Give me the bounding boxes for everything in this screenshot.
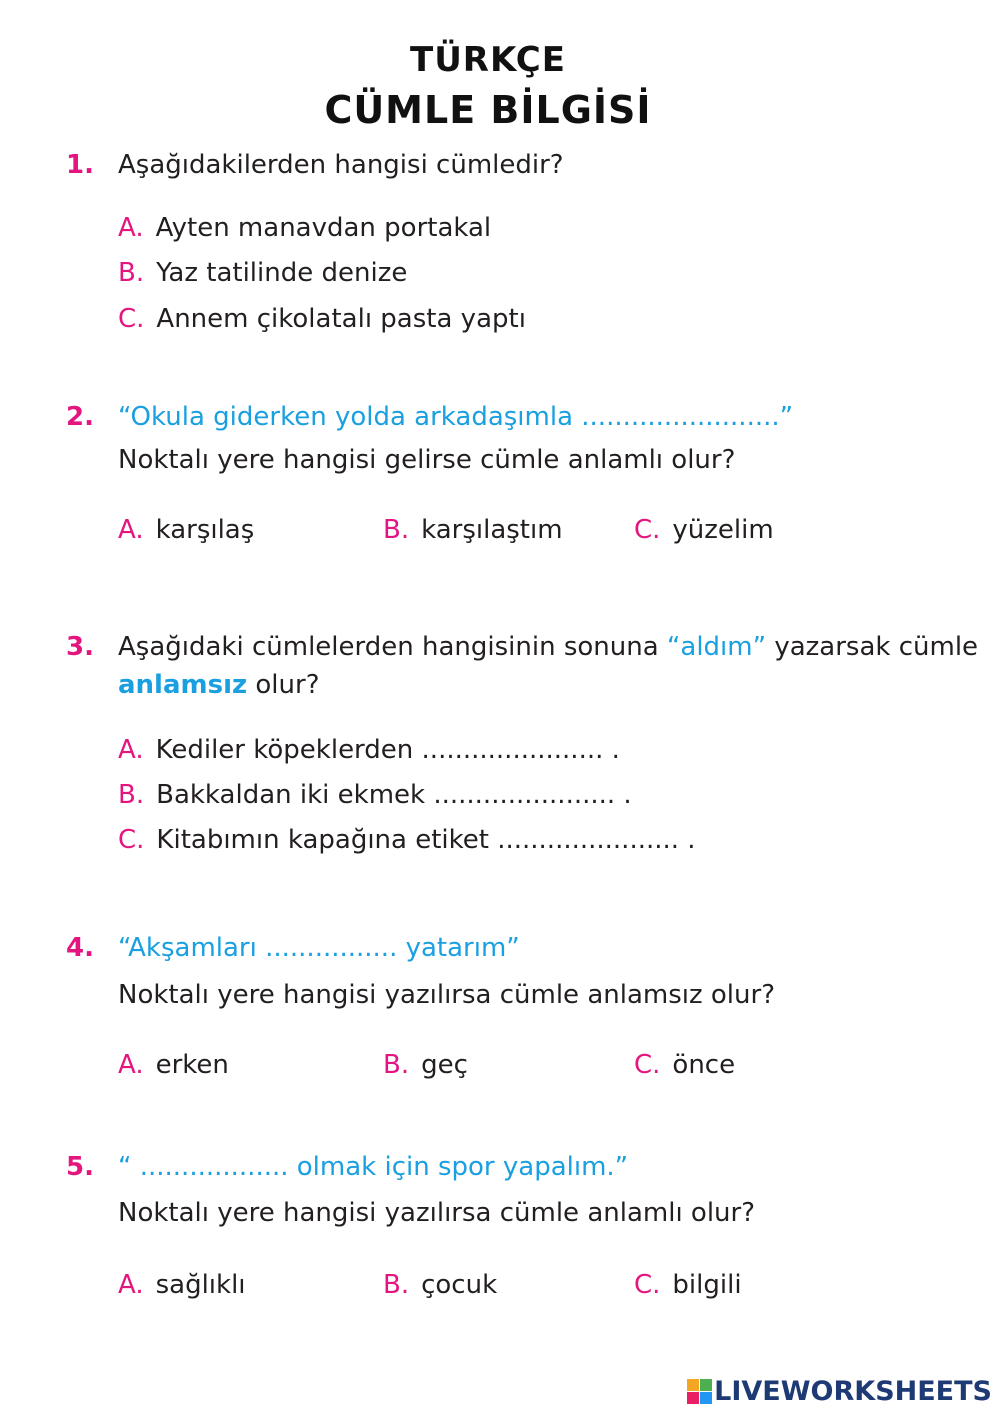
option-letter: B. (118, 258, 145, 288)
question-5-number: 5. (66, 1152, 94, 1182)
question-1-option-b[interactable] (118, 258, 407, 288)
option-letter: A. (118, 1270, 144, 1300)
option-text: sağlıklı (155, 1270, 246, 1300)
option-text: erken (155, 1050, 229, 1080)
option-letter: A. (118, 213, 144, 243)
option-letter: C. (118, 825, 145, 855)
question-3-text-part1: Aşağıdaki cümlelerden hangisinin sonuna (118, 632, 659, 662)
question-3-highlight-anlamsiz: anlamsız (118, 670, 248, 700)
question-3-text-line2 (118, 670, 320, 700)
question-1-number: 1. (66, 150, 94, 180)
option-letter: A. (118, 515, 144, 545)
question-1-option-a[interactable] (118, 213, 491, 243)
question-4-quote: “Akşamları ................ yatarım” (118, 933, 520, 963)
question-3-option-c[interactable] (118, 825, 696, 855)
question-1-text: Aşağıdakilerden hangisi cümledir? (118, 150, 564, 180)
question-2-quote: “Okula giderken yolda arkadaşımla ........................” (118, 402, 794, 432)
worksheet-subtitle: CÜMLE BİLGİSİ (324, 88, 652, 132)
option-text: Kediler köpeklerden ...................... . (155, 735, 620, 765)
option-letter: C. (634, 1050, 661, 1080)
question-3-text-line1 (118, 632, 978, 662)
option-letter: C. (634, 515, 661, 545)
option-letter: B. (383, 1270, 410, 1300)
liveworksheets-brand: LIVEWORKSHEETS (714, 1376, 992, 1407)
question-1-option-c[interactable] (118, 304, 526, 334)
option-text: bilgili (672, 1270, 742, 1300)
question-2-option-a[interactable] (118, 515, 254, 545)
option-letter: B. (118, 780, 145, 810)
question-2-option-b[interactable] (383, 515, 563, 545)
option-letter: B. (383, 515, 410, 545)
question-4-option-a[interactable] (118, 1050, 229, 1080)
option-text: Bakkaldan iki ekmek ...................... . (156, 780, 632, 810)
question-3-text-part2: yazarsak cümle (774, 632, 979, 662)
option-text: Kitabımın kapağına etiket ...................... . (156, 825, 696, 855)
question-5-option-c[interactable] (634, 1270, 742, 1300)
option-letter: A. (118, 1050, 144, 1080)
option-text: geç (421, 1050, 468, 1080)
question-3-number: 3. (66, 632, 94, 662)
option-letter: C. (634, 1270, 661, 1300)
question-3-option-b[interactable] (118, 780, 632, 810)
question-2-text: Noktalı yere hangisi gelirse cümle anlamlı olur? (118, 445, 736, 475)
option-letter: B. (383, 1050, 410, 1080)
liveworksheets-icon (687, 1379, 712, 1404)
worksheet-title: TÜRKÇE (410, 40, 566, 80)
question-3-option-a[interactable] (118, 735, 620, 765)
question-5-option-b[interactable] (383, 1270, 497, 1300)
question-4-text: Noktalı yere hangisi yazılırsa cümle anlamsız olur? (118, 980, 775, 1010)
question-3-text-part3: olur? (255, 670, 320, 700)
option-text: Ayten manavdan portakal (155, 213, 492, 243)
question-4-option-b[interactable] (383, 1050, 468, 1080)
question-5-text: Noktalı yere hangisi yazılırsa cümle anlamlı olur? (118, 1198, 756, 1228)
question-5-quote: “ .................. olmak için spor yapalım.” (118, 1152, 629, 1182)
option-text: Yaz tatilinde denize (156, 258, 408, 288)
question-5-option-a[interactable] (118, 1270, 246, 1300)
option-text: Annem çikolatalı pasta yaptı (156, 304, 526, 334)
option-letter: A. (118, 735, 144, 765)
question-3-highlight-aldim: “aldım” (666, 632, 767, 662)
liveworksheets-logo[interactable] (687, 1376, 992, 1407)
option-text: karşılaştım (421, 515, 563, 545)
question-4-number: 4. (66, 933, 94, 963)
question-2-number: 2. (66, 402, 94, 432)
option-letter: C. (118, 304, 145, 334)
option-text: karşılaş (155, 515, 255, 545)
option-text: önce (672, 1050, 736, 1080)
option-text: çocuk (421, 1270, 498, 1300)
option-text: yüzelim (672, 515, 774, 545)
question-4-option-c[interactable] (634, 1050, 735, 1080)
question-2-option-c[interactable] (634, 515, 774, 545)
